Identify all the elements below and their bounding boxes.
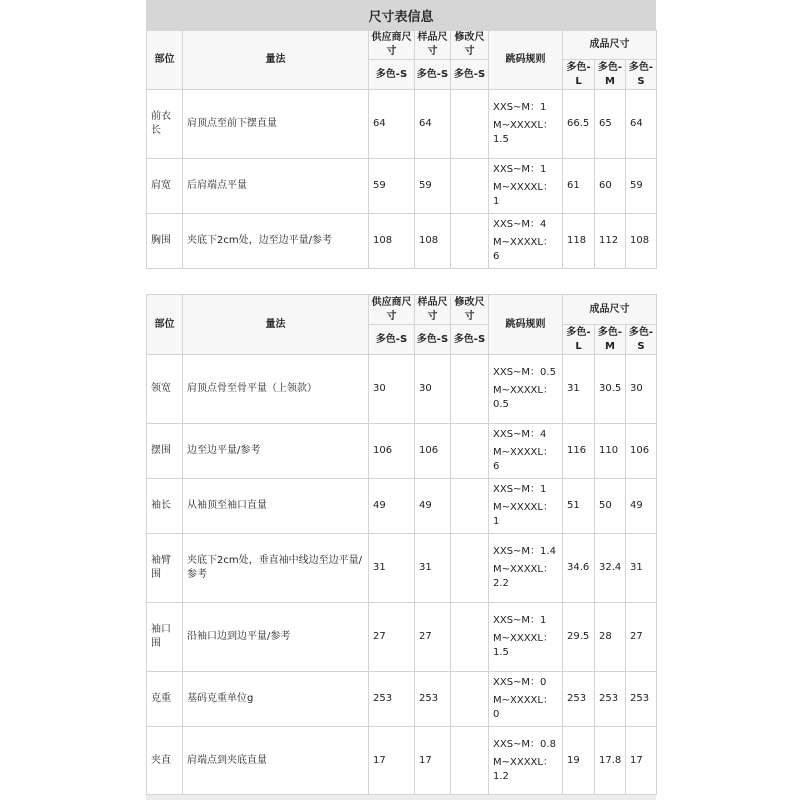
table-row bbox=[147, 159, 657, 214]
table-row bbox=[147, 214, 657, 269]
bottom-divider bbox=[146, 795, 656, 800]
modified-size-cell bbox=[451, 214, 489, 269]
size-s-cell: 17 bbox=[626, 727, 657, 795]
sample-size-cell: 64 bbox=[415, 90, 451, 159]
method-cell: 夹底下2cm处，垂直袖中线边至边平量/参考 bbox=[183, 534, 369, 603]
size-s-cell: 27 bbox=[626, 603, 657, 672]
part-cell: 前衣长 bbox=[147, 90, 183, 159]
method-cell: 夹底下2cm处，边至边平量/参考 bbox=[183, 214, 369, 269]
part-cell: 袖口围 bbox=[147, 603, 183, 672]
size-l-cell: 253 bbox=[563, 672, 595, 727]
subheader-color-l: 多色-L bbox=[563, 60, 595, 90]
size-l-cell: 34.6 bbox=[563, 534, 595, 603]
header-finished-size: 成品尺寸 bbox=[563, 31, 657, 60]
subheader-sample-color: 多色-S bbox=[415, 325, 451, 355]
sample-size-cell: 31 bbox=[415, 534, 451, 603]
supplier-size-cell: 31 bbox=[369, 534, 415, 603]
size-m-cell: 30.5 bbox=[595, 355, 626, 424]
size-m-cell: 32.4 bbox=[595, 534, 626, 603]
header-sample-size: 样品尺寸 bbox=[415, 295, 451, 325]
sample-size-cell: 49 bbox=[415, 479, 451, 534]
header-modified-size: 修改尺寸 bbox=[451, 295, 489, 325]
size-m-cell: 28 bbox=[595, 603, 626, 672]
table-row bbox=[147, 672, 657, 727]
size-l-cell: 29.5 bbox=[563, 603, 595, 672]
page-title: 尺寸表信息 bbox=[146, 0, 656, 30]
modified-size-cell bbox=[451, 672, 489, 727]
size-s-cell: 106 bbox=[626, 424, 657, 479]
size-table-2 bbox=[146, 294, 657, 795]
part-cell: 肩宽 bbox=[147, 159, 183, 214]
size-m-cell: 65 bbox=[595, 90, 626, 159]
grading-rule-cell: XXS~M：1.4 M~XXXXL：2.2 bbox=[489, 534, 563, 603]
size-s-cell: 108 bbox=[626, 214, 657, 269]
subheader-color-m: 多色-M bbox=[595, 325, 626, 355]
supplier-size-cell: 27 bbox=[369, 603, 415, 672]
method-cell: 肩端点到夹底直量 bbox=[183, 727, 369, 795]
grading-rule-cell: XXS~M：1 M~XXXXL：1 bbox=[489, 159, 563, 214]
size-m-cell: 110 bbox=[595, 424, 626, 479]
table-row bbox=[147, 727, 657, 795]
size-l-cell: 31 bbox=[563, 355, 595, 424]
size-table-1 bbox=[146, 30, 657, 269]
grading-rule-cell: XXS~M：4 M~XXXXL：6 bbox=[489, 424, 563, 479]
grading-rule-cell: XXS~M：1 M~XXXXL：1 bbox=[489, 479, 563, 534]
header-grading-rule: 跳码规则 bbox=[489, 295, 563, 355]
method-cell: 肩顶点至前下摆直量 bbox=[183, 90, 369, 159]
size-l-cell: 19 bbox=[563, 727, 595, 795]
size-m-cell: 60 bbox=[595, 159, 626, 214]
header-supplier-size: 供应商尺寸 bbox=[369, 31, 415, 60]
table-row bbox=[147, 534, 657, 603]
table-row bbox=[147, 479, 657, 534]
size-s-cell: 64 bbox=[626, 90, 657, 159]
subheader-color-l: 多色-L bbox=[563, 325, 595, 355]
subheader-supplier-color: 多色-S bbox=[369, 60, 415, 90]
size-l-cell: 61 bbox=[563, 159, 595, 214]
subheader-color-s: 多色-S bbox=[626, 325, 657, 355]
method-cell: 肩顶点骨至骨平量（上领款） bbox=[183, 355, 369, 424]
size-m-cell: 50 bbox=[595, 479, 626, 534]
modified-size-cell bbox=[451, 534, 489, 603]
supplier-size-cell: 253 bbox=[369, 672, 415, 727]
modified-size-cell bbox=[451, 479, 489, 534]
header-part: 部位 bbox=[147, 31, 183, 90]
supplier-size-cell: 17 bbox=[369, 727, 415, 795]
grading-rule-cell: XXS~M：1 M~XXXXL：1.5 bbox=[489, 603, 563, 672]
size-l-cell: 118 bbox=[563, 214, 595, 269]
method-cell: 边至边平量/参考 bbox=[183, 424, 369, 479]
header-grading-rule: 跳码规则 bbox=[489, 31, 563, 90]
supplier-size-cell: 30 bbox=[369, 355, 415, 424]
method-cell: 沿袖口边到边平量/参考 bbox=[183, 603, 369, 672]
sample-size-cell: 59 bbox=[415, 159, 451, 214]
supplier-size-cell: 106 bbox=[369, 424, 415, 479]
grading-rule-cell: XXS~M：4 M~XXXXL：6 bbox=[489, 214, 563, 269]
modified-size-cell bbox=[451, 727, 489, 795]
sample-size-cell: 30 bbox=[415, 355, 451, 424]
sample-size-cell: 253 bbox=[415, 672, 451, 727]
modified-size-cell bbox=[451, 90, 489, 159]
sample-size-cell: 17 bbox=[415, 727, 451, 795]
size-l-cell: 66.5 bbox=[563, 90, 595, 159]
grading-rule-cell: XXS~M：0.5 M~XXXXL：0.5 bbox=[489, 355, 563, 424]
sample-size-cell: 106 bbox=[415, 424, 451, 479]
part-cell: 袖臂围 bbox=[147, 534, 183, 603]
header-method: 量法 bbox=[183, 295, 369, 355]
subheader-color-m: 多色-M bbox=[595, 60, 626, 90]
part-cell: 夹直 bbox=[147, 727, 183, 795]
header-method: 量法 bbox=[183, 31, 369, 90]
size-l-cell: 116 bbox=[563, 424, 595, 479]
size-m-cell: 253 bbox=[595, 672, 626, 727]
supplier-size-cell: 49 bbox=[369, 479, 415, 534]
header-finished-size: 成品尺寸 bbox=[563, 295, 657, 325]
part-cell: 袖长 bbox=[147, 479, 183, 534]
supplier-size-cell: 64 bbox=[369, 90, 415, 159]
size-m-cell: 112 bbox=[595, 214, 626, 269]
size-s-cell: 49 bbox=[626, 479, 657, 534]
size-s-cell: 31 bbox=[626, 534, 657, 603]
modified-size-cell bbox=[451, 603, 489, 672]
subheader-sample-color: 多色-S bbox=[415, 60, 451, 90]
header-modified-size: 修改尺寸 bbox=[451, 31, 489, 60]
grading-rule-cell: XXS~M：0 M~XXXXL：0 bbox=[489, 672, 563, 727]
modified-size-cell bbox=[451, 355, 489, 424]
modified-size-cell bbox=[451, 159, 489, 214]
supplier-size-cell: 108 bbox=[369, 214, 415, 269]
header-sample-size: 样品尺寸 bbox=[415, 31, 451, 60]
method-cell: 后肩端点平量 bbox=[183, 159, 369, 214]
sample-size-cell: 108 bbox=[415, 214, 451, 269]
table-row bbox=[147, 90, 657, 159]
grading-rule-cell: XXS~M：1 M~XXXXL：1.5 bbox=[489, 90, 563, 159]
method-cell: 从袖顶至袖口直量 bbox=[183, 479, 369, 534]
sample-size-cell: 27 bbox=[415, 603, 451, 672]
size-s-cell: 253 bbox=[626, 672, 657, 727]
modified-size-cell bbox=[451, 424, 489, 479]
subheader-color-s: 多色-S bbox=[626, 60, 657, 90]
table-row bbox=[147, 355, 657, 424]
size-l-cell: 51 bbox=[563, 479, 595, 534]
grading-rule-cell: XXS~M：0.8 M~XXXXL：1.2 bbox=[489, 727, 563, 795]
size-s-cell: 59 bbox=[626, 159, 657, 214]
header-supplier-size: 供应商尺寸 bbox=[369, 295, 415, 325]
header-part: 部位 bbox=[147, 295, 183, 355]
method-cell: 基码克重单位g bbox=[183, 672, 369, 727]
part-cell: 摆围 bbox=[147, 424, 183, 479]
supplier-size-cell: 59 bbox=[369, 159, 415, 214]
subheader-modified-color: 多色-S bbox=[451, 60, 489, 90]
subheader-modified-color: 多色-S bbox=[451, 325, 489, 355]
table-row bbox=[147, 603, 657, 672]
part-cell: 领宽 bbox=[147, 355, 183, 424]
size-m-cell: 17.8 bbox=[595, 727, 626, 795]
size-s-cell: 30 bbox=[626, 355, 657, 424]
part-cell: 克重 bbox=[147, 672, 183, 727]
part-cell: 胸围 bbox=[147, 214, 183, 269]
table-row bbox=[147, 424, 657, 479]
subheader-supplier-color: 多色-S bbox=[369, 325, 415, 355]
